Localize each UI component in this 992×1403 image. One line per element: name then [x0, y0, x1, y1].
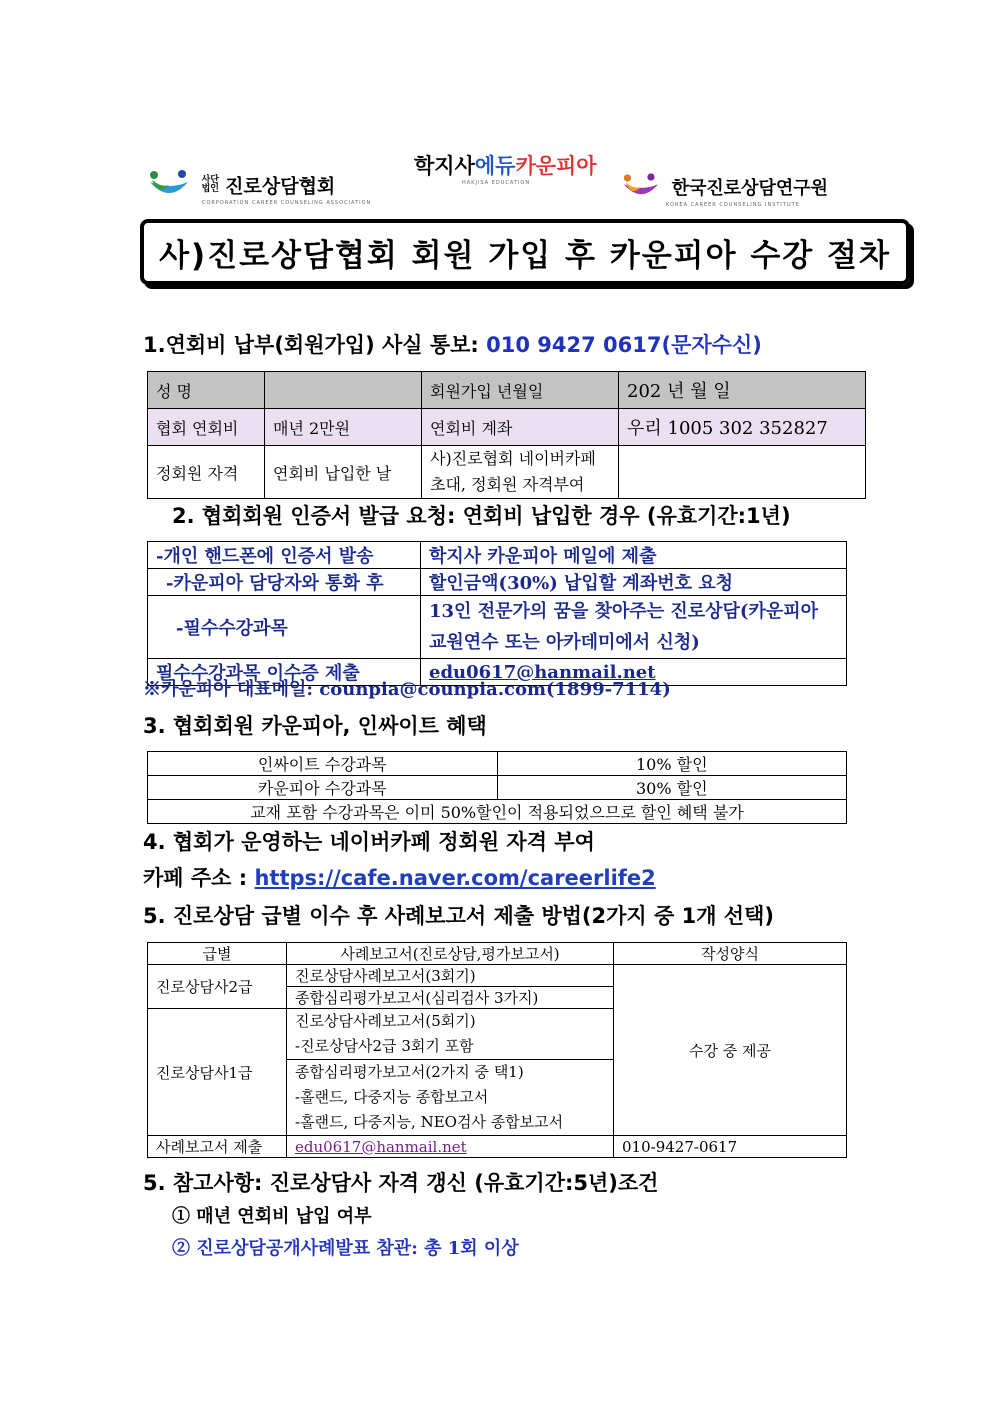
section-3-heading: 3. 협회회원 카운피아, 인싸이트 혜택	[143, 714, 487, 738]
sms-phone: 010 9427 0617(문자수신)	[486, 333, 762, 357]
table-row: 종합심리평가보고서(심리검사 3가지)	[148, 987, 847, 1009]
page-title: 사)진로상담협회 회원 가입 후 카운피아 수강 절차	[140, 219, 910, 285]
renewal-condition-1: ① 매년 연회비 납입 여부	[172, 1206, 372, 1227]
discount-table	[147, 751, 847, 824]
report-table	[147, 942, 847, 1158]
table-row: 사례보고서 제출 edu0617@hanmail.net 010-9427-0617	[148, 1136, 847, 1158]
table-row: 교재 포함 수강과목은 이미 50%할인이 적용되었으므로 할인 혜택 불가	[148, 800, 847, 824]
membership-table	[147, 371, 866, 499]
logo-association: 사단법인 진로상담협회 CORPORATION CAREER COUNSELING ASSOCIATION	[148, 170, 371, 206]
renewal-condition-2: ② 진로상담공개사례발표 참관: 총 1회 이상	[172, 1238, 519, 1259]
table-row: -카운피아 담당자와 통화 후 할인금액(30%) 납입할 계좌번호 요청	[148, 569, 847, 596]
table-row: 진로상담사2급 진로상담사례보고서(3회기) 수강 중 제공	[148, 965, 847, 987]
email-link[interactable]: edu0617@hanmail.net	[295, 1137, 467, 1156]
section-2-heading: 2. 협회회원 인증서 발급 요청: 연회비 납입한 경우 (유효기간:1년)	[172, 504, 791, 528]
table-row: 필수수강과목 이수증 제출 edu0617@hanmail.net	[148, 659, 847, 686]
table-row: 종합심리평가보고서(2가지 중 택1) -홀랜드, 다중지능 종합보고서 -홀랜드, 다중지능, NEO검사 종합보고서	[148, 1060, 847, 1136]
table-row: 협회 연회비 매년 2만원 연회비 계좌 우리 1005 302 352827	[148, 409, 866, 446]
table-row: 카운피아 수강과목 30% 할인	[148, 776, 847, 800]
section-5-heading: 5. 진로상담 급별 이수 후 사례보고서 제출 방법(2가지 중 1개 선택)	[143, 904, 774, 928]
certificate-table	[147, 541, 847, 686]
cafe-link[interactable]: https://cafe.naver.com/careerlife2	[254, 866, 656, 890]
association-logo-icon	[148, 170, 190, 200]
email-link[interactable]: edu0617@hanmail.net	[429, 661, 656, 683]
table-row: -개인 핸드폰에 인증서 발송 학지사 카운피아 메일에 제출	[148, 542, 847, 569]
cafe-address: 카페 주소 : https://cafe.naver.com/careerlife2	[143, 866, 656, 890]
section-1-heading: 1.연회비 납부(회원가입) 사실 통보: 010 9427 0617(문자수신)	[143, 333, 762, 357]
table-row: 진로상담사1급 진로상담사례보고서(5회기) -진로상담사2급 3회기 포함	[148, 1009, 847, 1060]
section-4-heading: 4. 협회가 운영하는 네이버카페 정회원 자격 부여	[143, 830, 595, 854]
table-row: 인싸이트 수강과목 10% 할인	[148, 752, 847, 776]
logo-counpia: 학지사에듀카운피아 HAKJISA EDUCATION	[414, 154, 597, 186]
institute-logo-icon	[622, 172, 660, 202]
section-6-heading: 5. 참고사항: 진로상담사 자격 갱신 (유효기간:5년)조건	[143, 1171, 659, 1195]
table-header-row: 급별 사례보고서(진로상담,평가보고서) 작성양식	[148, 943, 847, 965]
table-row: -필수수강과목 13인 전문가의 꿈을 찾아주는 진로상담(카운피아 교원연수 또는 아카데미에서 신청)	[148, 596, 847, 659]
counpia-mail-note: ※카운피아 대표메일: counpia@counpia.com(1899-7114)	[143, 679, 671, 700]
logo-institute: 한국진로상담연구원 KOREA CAREER COUNSELING INSTITUTE	[622, 172, 828, 208]
table-row: 정회원 자격 연회비 납입한 날 사)진로협회 네이버카페 초대, 정회원 자격부여	[148, 446, 866, 499]
table-row: 성 명 회원가입 년월일 202 년 월 일	[148, 372, 866, 409]
